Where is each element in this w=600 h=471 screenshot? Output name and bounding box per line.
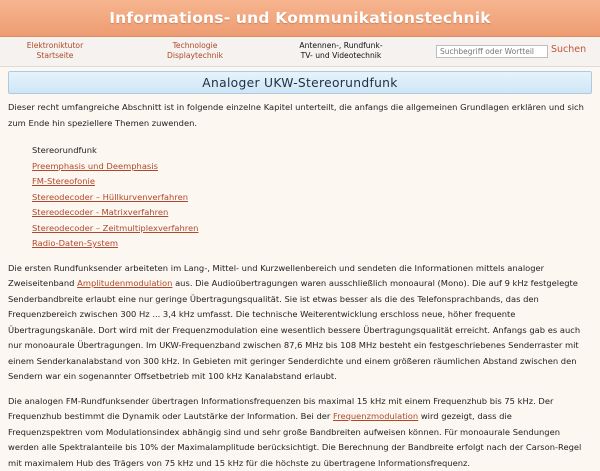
chapter-current: Stereorundfunk	[32, 145, 97, 155]
chapter-item	[32, 190, 585, 206]
spacer	[8, 252, 585, 261]
chapter-link-zeitmultiplexverfahren[interactable]: Stereodecoder – Zeitmultiplexverfahren	[32, 223, 198, 233]
nav-link-displaytechnik[interactable]	[150, 41, 240, 61]
chapter-item	[32, 236, 585, 252]
chapter-link-preemphasis[interactable]: Preemphasis und Deemphasis	[32, 161, 158, 171]
paragraph-text: aus. Die Audioübertragungen waren ausschließlich monoaural (Mono). Die auf 9 kHz festgelegte Senderbandbreite erlaubt eine nur geringe Übertragungsqualität. Sie ist etwas besser als die des Telefonsprachbands, das den Frequenzbereich zwischen 300 Hz ... 3,4 kHz umfasst. Die technische Weiterentwicklung erschloss neue, höher frequente Übertragungskanäle. Dort wird mit der Frequenzmodulation eine wesentlich bessere Übertragungsqualität erreicht. Anfangs gab es auch nur monoaurale Übertragungen. Im UKW-Frequenzband zwischen 87,6 MHz bis 108 MHz besteht ein festgeschriebenes Senderraster mit einem Senderkanalabstand von 300 kHz. In Gebieten mit geringer Senderdichte und einem größeren räumlichen Abstand zwischen den Sendern war ein sogenannter Offsetbetrieb mit 100 kHz Kanalabstand erlaubt.	[8, 278, 580, 381]
link-amplitudenmodulation[interactable]: Amplitudenmodulation	[77, 278, 172, 288]
chapter-item	[32, 159, 585, 175]
body-paragraph-1	[8, 261, 585, 385]
paragraph-text: Die analogen FM-Rundfunksender übertragen Informationsfrequenzen bis maximal 15 kHz mit einem Frequenzhub bis 75 kHz. Der Frequenzhub bestimmt die Dynamik oder Lautstärke der Information. Bei der	[8, 396, 553, 422]
chapter-item	[32, 174, 585, 190]
page-title-box	[8, 71, 592, 94]
nav-link-line: Elektroniktutor	[10, 41, 100, 51]
chapter-list	[32, 143, 585, 252]
article-content	[8, 100, 585, 471]
chapter-item	[32, 143, 585, 159]
paragraph-text: Die ersten Rundfunksender arbeiteten im Lang-, Mittel- und Kurzwellenbereich und sendeten die Informationen mittels analoger Zweiseitenband	[8, 263, 544, 289]
nav-link-line: Displaytechnik	[150, 51, 240, 61]
nav-link-line: TV- und Videotechnik	[296, 51, 386, 61]
main-navigation	[0, 37, 600, 67]
chapter-link-fm-stereofonie[interactable]: FM-Stereofonie	[32, 176, 95, 186]
paragraph-text: wird gezeigt, dass die Frequenzspektren vom Modulationsindex abhängig sind und sehr große Bandbreiten aufweisen können. Für monoaurale Sendungen werden alle Spektralanteile bis 10% der Maximalamplitude berücksichtigt. Die Berechnung der Bandbreite erfolgt nach der Carson-Regel mit maximalem Hub des Trägers von 75 kHz und 15 kHz für die höchste zu übertragene Informationsfrequenz.	[8, 411, 581, 468]
link-frequenzmodulation[interactable]: Frequenzmodulation	[333, 411, 418, 421]
chapter-link-matrixverfahren[interactable]: Stereodecoder - Matrixverfahren	[32, 207, 168, 217]
spacer	[8, 385, 585, 394]
chapter-item	[32, 221, 585, 237]
chapter-link-radio-daten-system[interactable]: Radio-Daten-System	[32, 238, 118, 248]
nav-link-line: Startseite	[10, 51, 100, 61]
body-paragraph-2	[8, 394, 585, 471]
search-button[interactable]: Suchen	[551, 44, 586, 55]
intro-paragraph: Dieser recht umfangreiche Abschnitt ist in folgende einzelne Kapitel unterteilt, die anfangs die allgemeinen Grundlagen erklären und sich zum Ende hin speziellere Themen zuwenden.	[8, 100, 585, 131]
search-input[interactable]	[436, 45, 548, 58]
page-title: Analoger UKW-Stereorundfunk	[202, 76, 397, 90]
chapter-link-huellkurvenverfahren[interactable]: Stereodecoder – Hüllkurvenverfahren	[32, 192, 188, 202]
nav-link-line: Technologie	[150, 41, 240, 51]
nav-link-rundfunk-current[interactable]	[296, 41, 386, 61]
nav-link-line: Antennen-, Rundfunk-	[296, 41, 386, 51]
site-title: Informations- und Kommunikationstechnik	[109, 9, 491, 27]
nav-link-startseite[interactable]	[10, 41, 100, 61]
site-header	[0, 0, 600, 37]
chapter-item	[32, 205, 585, 221]
